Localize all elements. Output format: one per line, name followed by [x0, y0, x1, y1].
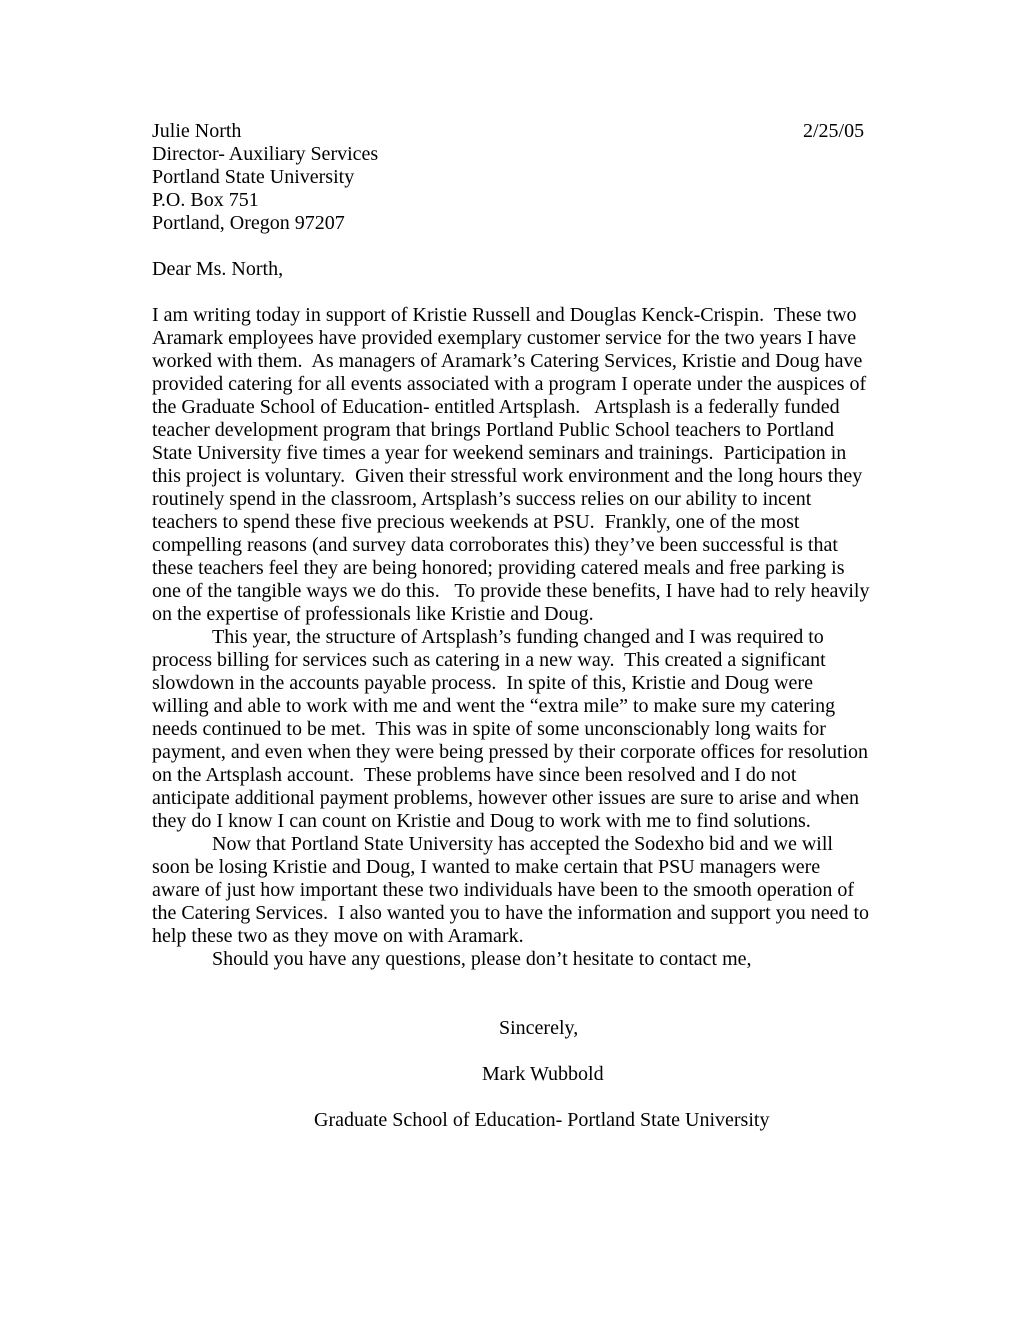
salutation: Dear Ms. North,	[152, 258, 284, 280]
recipient-title: Director- Auxiliary Services	[152, 143, 379, 165]
body-line: slowdown in the accounts payable process. In spite of this, Kristie and Doug were	[152, 672, 813, 694]
body-line: Aramark employees have provided exemplary customer service for the two years I have	[152, 327, 857, 349]
letter-content	[152, 120, 868, 1132]
spacer	[152, 235, 868, 258]
body-line: anticipate additional payment problems, however other issues are sure to arise and when	[152, 787, 859, 809]
body-line: help these two as they move on with Aramark.	[152, 925, 524, 947]
letter-header	[152, 120, 868, 235]
body-line: worked with them. As managers of Aramark’s Catering Services, Kristie and Doug have	[152, 350, 863, 372]
body-line: on the expertise of professionals like Kristie and Doug.	[152, 603, 594, 625]
body-line: payment, and even when they were being pressed by their corporate offices for resolution	[152, 741, 869, 763]
body-line: I am writing today in support of Kristie Russell and Douglas Kenck-Crispin. These two	[152, 304, 857, 326]
body-line: provided catering for all events associated with a program I operate under the auspices of	[152, 373, 867, 395]
body-line: State University five times a year for weekend seminars and trainings. Participation in	[152, 442, 847, 464]
recipient-institution: Portland State University	[152, 166, 355, 188]
body-line: the Catering Services. I also wanted you to have the information and support you need to	[152, 902, 870, 924]
letter-date: 2/25/05	[803, 120, 865, 142]
body-line: aware of just how important these two individuals have been to the smooth operation of	[152, 879, 855, 901]
recipient-po-box: P.O. Box 751	[152, 189, 259, 211]
spacer	[152, 1040, 868, 1063]
spacer	[152, 281, 868, 304]
spacer	[152, 994, 868, 1017]
recipient-name: Julie North	[152, 120, 242, 142]
body-line: one of the tangible ways we do this. To provide these benefits, I have had to rely heavily	[152, 580, 870, 602]
body-line: this project is voluntary. Given their stressful work environment and the long hours they	[152, 465, 863, 487]
closing-phrase: Sincerely,	[499, 1017, 579, 1039]
body-line: This year, the structure of Artsplash’s funding changed and I was required to	[212, 626, 824, 648]
body-line: teachers to spend these five precious weekends at PSU. Frankly, one of the most	[152, 511, 800, 533]
body-line: routinely spend in the classroom, Artsplash’s success relies on our ability to incent	[152, 488, 812, 510]
body-line: these teachers feel they are being honored; providing catered meals and free parking is	[152, 557, 845, 579]
spacer	[152, 971, 868, 994]
body-line: they do I know I can count on Kristie and Doug to work with me to find solutions.	[152, 810, 811, 832]
body-line: soon be losing Kristie and Doug, I wanted to make certain that PSU managers were	[152, 856, 821, 878]
body-line: compelling reasons (and survey data corroborates this) they’ve been successful is that	[152, 534, 838, 556]
signature-organization: Graduate School of Education- Portland State University	[314, 1109, 770, 1131]
spacer	[152, 1086, 868, 1109]
signature-name: Mark Wubbold	[482, 1063, 604, 1085]
body-line: Should you have any questions, please don’t hesitate to contact me,	[212, 948, 752, 970]
body-line: on the Artsplash account. These problems have since been resolved and I do not	[152, 764, 797, 786]
body-line: willing and able to work with me and went the “extra mile” to make sure my catering	[152, 695, 836, 717]
body-line: Now that Portland State University has accepted the Sodexho bid and we will	[212, 833, 833, 855]
body-line: needs continued to be met. This was in spite of some unconscionably long waits for	[152, 718, 826, 740]
letter-body	[152, 304, 868, 971]
body-line: process billing for services such as catering in a new way. This created a significant	[152, 649, 826, 671]
recipient-city-state-zip: Portland, Oregon 97207	[152, 212, 345, 234]
body-line: the Graduate School of Education- entitled Artsplash. Artsplash is a federally funded	[152, 396, 840, 418]
body-line: teacher development program that brings Portland Public School teachers to Portland	[152, 419, 835, 441]
